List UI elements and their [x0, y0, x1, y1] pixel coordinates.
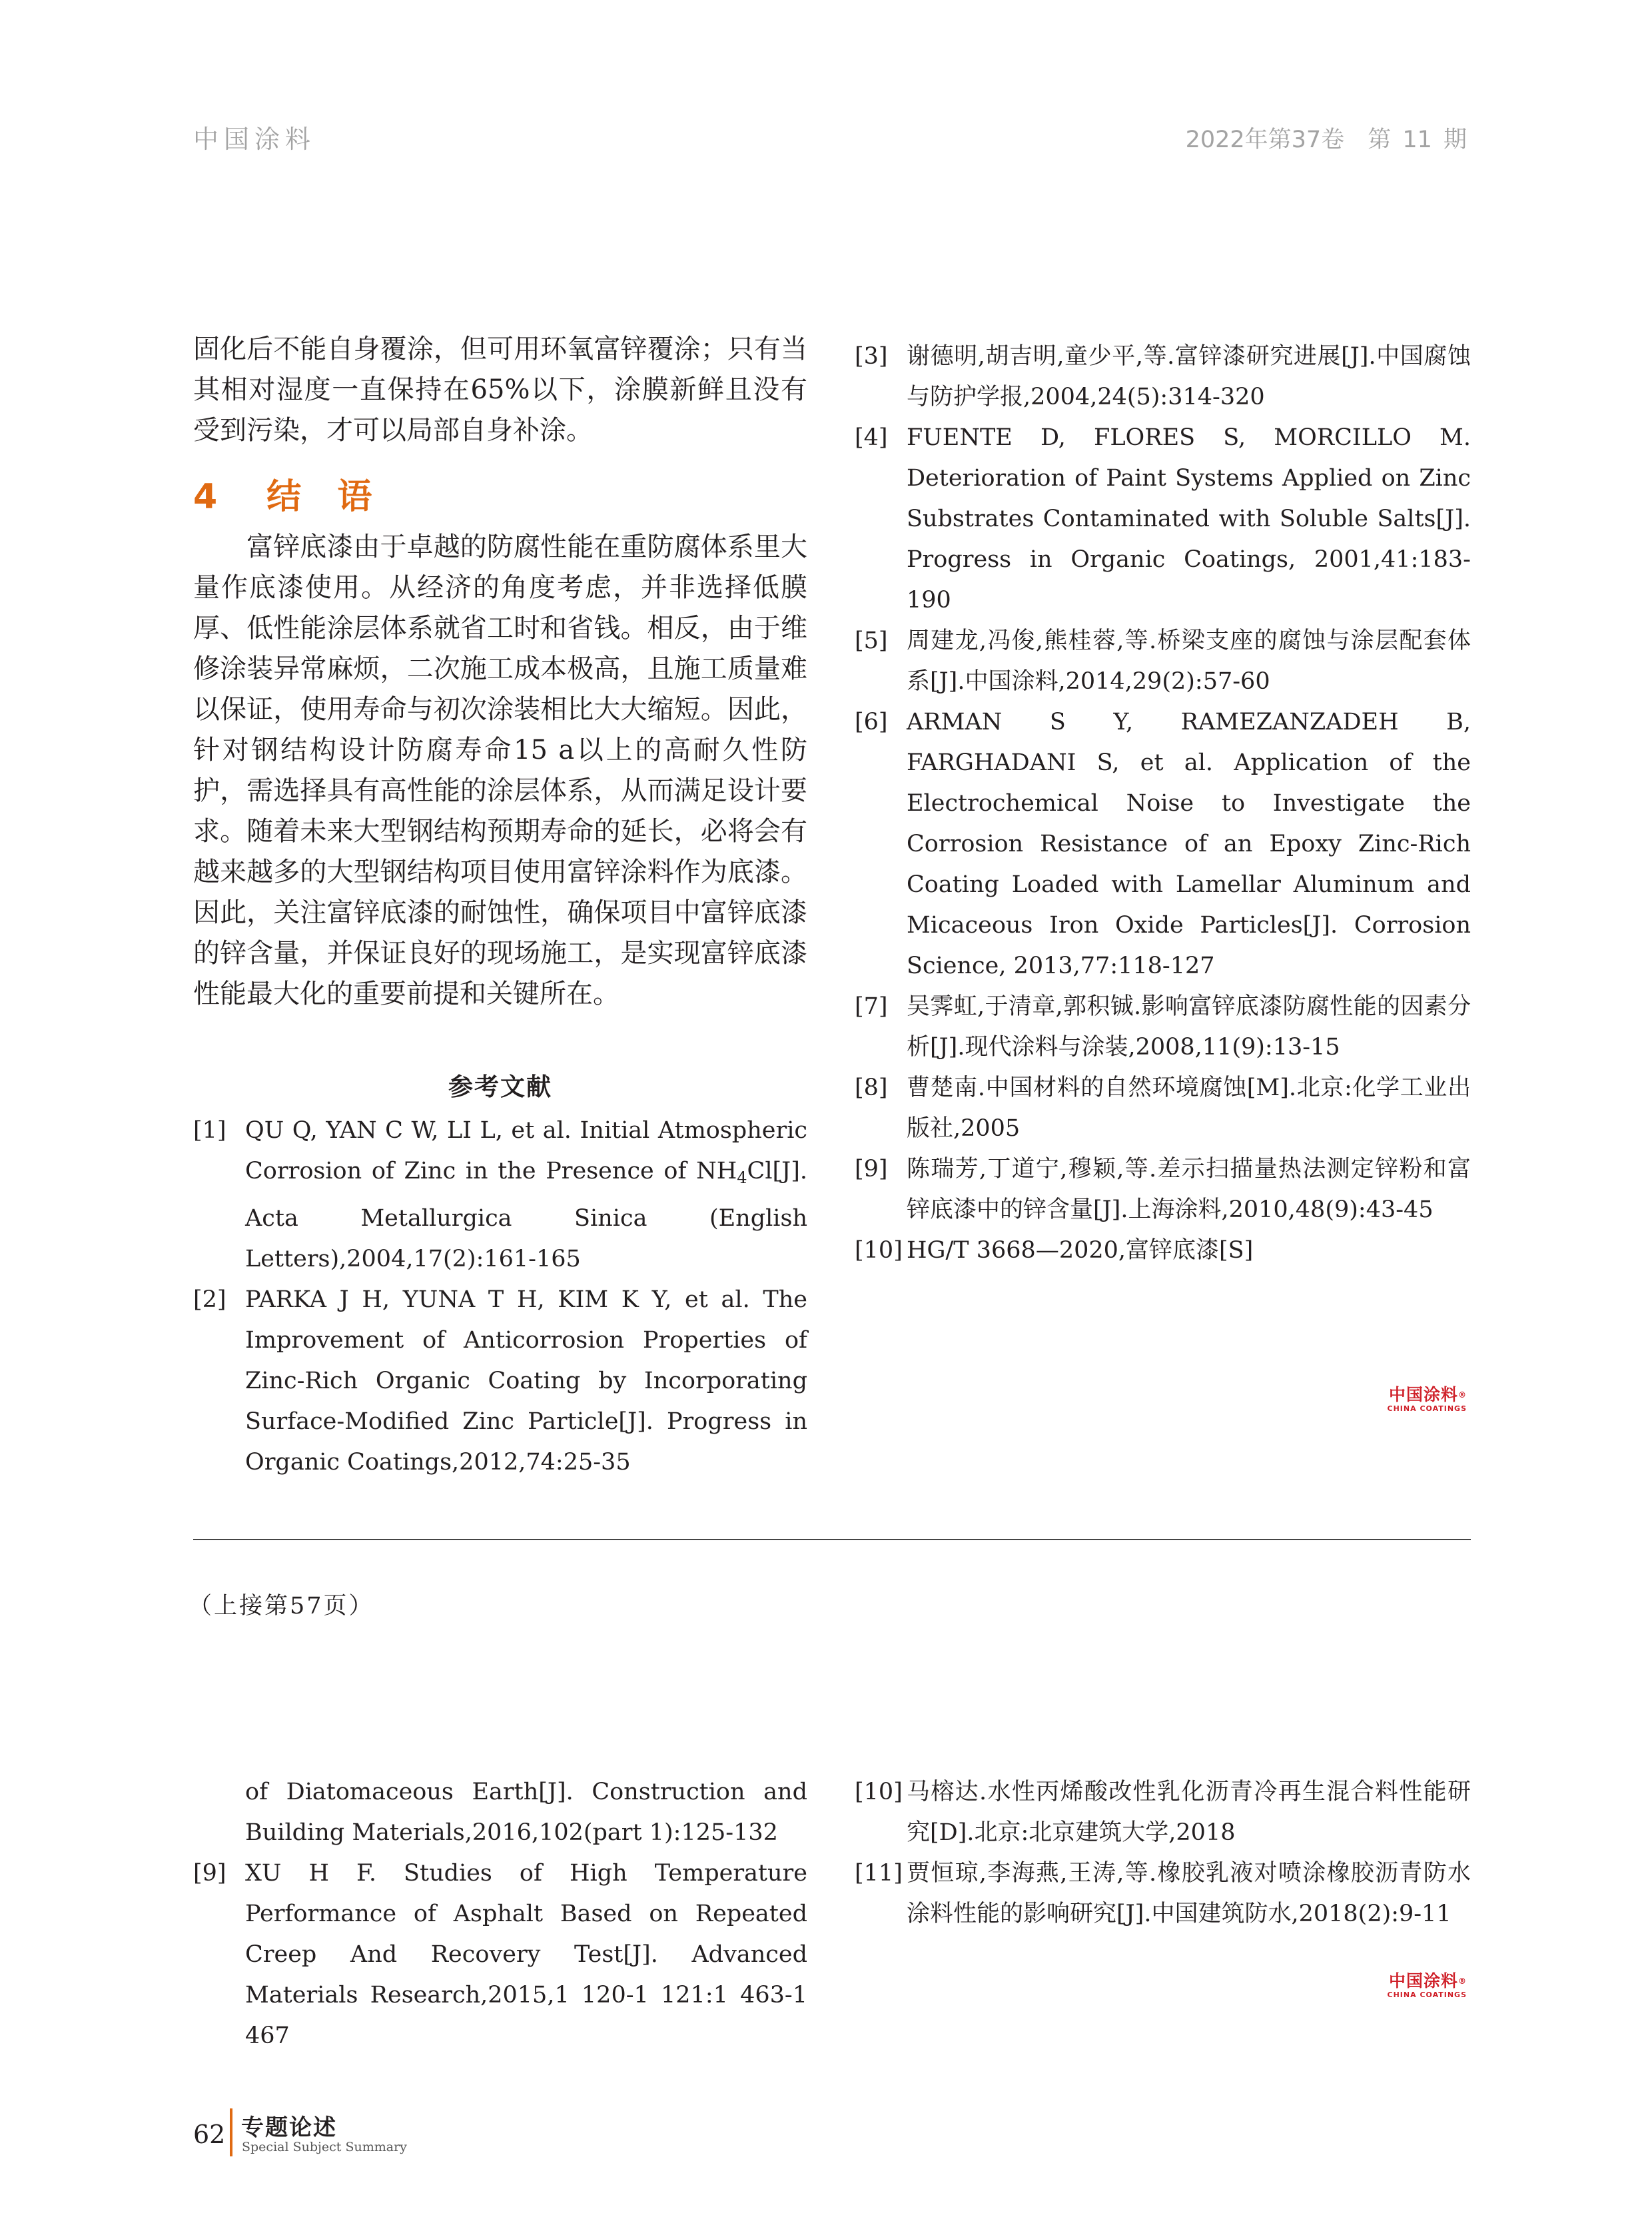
- reference-text: 陈瑞芳,丁道宁,穆颖,等.差示扫描量热法测定锌粉和富锌底漆中的锌含量[J].上海涂料,2010,48(9):43-45: [907, 1156, 1471, 1223]
- left-column: [193, 329, 807, 1483]
- logo-chinese-text: 中国涂料: [1388, 1971, 1458, 1991]
- footer-section-title: 专题论述: [241, 2114, 337, 2141]
- reference-text: 贾恒琼,李海燕,王涛,等.橡胶乳液对喷涂橡胶沥青防水涂料性能的影响研究[J].中国建筑防水,2018(2):9-11: [907, 1860, 1471, 1927]
- reference-item: [193, 1853, 807, 2056]
- lower-right-column: [855, 1772, 1471, 1935]
- reference-text: of Diatomaceous Earth[J]. Construction and Building Materials,2016,102(part 1):125-132: [245, 1779, 807, 1846]
- reference-item: [855, 1853, 1471, 1935]
- reference-text: 谢德明,胡吉明,童少平,等.富锌漆研究进展[J].中国腐蚀与防护学报,2004,24(5):314-320: [907, 343, 1471, 410]
- reference-number: [3]: [855, 343, 888, 370]
- reference-number: [9]: [193, 1860, 226, 1887]
- reference-text: XU H F. Studies of High Temperature Performance of Asphalt Based on Repeated Creep And Recovery Test[J]. Advanced Materials Research,2015,1 120-1 121:1 463-1 467: [245, 1860, 807, 2049]
- reference-text: 曹楚南.中国材料的自然环境腐蚀[M].北京:化学工业出版社,2005: [907, 1075, 1471, 1142]
- reference-number: [4]: [855, 424, 888, 451]
- lower-left-column: [193, 1772, 807, 2056]
- issue-info: 2022年第37卷 第 11 期: [1185, 127, 1467, 153]
- reference-number: [5]: [855, 628, 888, 654]
- reference-text: 马榕达.水性丙烯酸改性乳化沥青冷再生混合料性能研究[D].北京:北京建筑大学,2018: [907, 1779, 1471, 1846]
- intro-paragraph: 固化后不能自身覆涂，但可用环氧富锌覆涂；只有当其相对湿度一直保持在65%以下，涂膜新鲜且没有受到污染，才可以局部自身补涂。: [193, 334, 807, 446]
- logo-chinese-text: 中国涂料: [1388, 1385, 1458, 1404]
- reference-text: PARKA J H, YUNA T H, KIM K Y, et al. The Improvement of Anticorrosion Properties of Zinc-Rich Organic Coating by Incorporating Surface-Modified Zinc Particle[J]. Progress in Organic Coatings,2012,74:25-35: [245, 1286, 807, 1476]
- reference-item: [855, 336, 1471, 418]
- reference-item: [855, 621, 1471, 702]
- reference-text: ARMAN S Y, RAMEZANZADEH B, FARGHADANI S, et al. Application of the Electrochemical Noise to Investigate the Corrosion Resistance of an Epoxy Zinc-Rich Coating Loaded with Lamellar Aluminum and Micaceous Iron Oxide Particles[J]. Corrosion Science, 2013,77:118-127: [907, 709, 1471, 979]
- reference-number: [6]: [855, 709, 888, 735]
- reference-text: HG/T 3668—2020,富锌底漆[S]: [907, 1237, 1254, 1264]
- reference-item: [855, 1772, 1471, 1853]
- section-title: 结 语: [266, 477, 384, 517]
- reference-item: [855, 1149, 1471, 1230]
- conclusion-paragraph: 富锌底漆由于卓越的防腐性能在重防腐体系里大量作底漆使用。从经济的角度考虑，并非选择低膜厚、低性能涂层体系就省工时和省钱。相反，由于维修涂装异常麻烦，二次施工成本极高，且施工质量难以保证，使用寿命与初次涂装相比大大缩短。因此，针对钢结构设计防腐寿命15 a以上的高耐久性防护，需选择具有高性能的涂层体系，从而满足设计要求。随着未来大型钢结构预期寿命的延长，必将会有越来越多的大型钢结构项目使用富锌涂料作为底漆。因此，关注富锌底漆的耐蚀性，确保项目中富锌底漆的锌含量，并保证良好的现场施工，是实现富锌底漆性能最大化的重要前提和关键所在。: [193, 532, 807, 1009]
- reference-number: [11]: [855, 1860, 903, 1887]
- china-coatings-logo: [1388, 1386, 1467, 1413]
- reference-number: [1]: [193, 1117, 226, 1144]
- reference-continuation: [193, 1772, 807, 1853]
- reference-item: [855, 418, 1471, 621]
- footer-section-subtitle: Special Subject Summary: [242, 2140, 407, 2154]
- journal-name: 中国涂料: [193, 125, 316, 154]
- reference-item: [855, 987, 1471, 1068]
- logo-english-text: CHINA COATINGS: [1387, 1404, 1467, 1413]
- page-number: 62: [193, 2120, 226, 2149]
- reference-item: [855, 1230, 1471, 1271]
- reference-text: FUENTE D, FLORES S, MORCILLO M. Deterioration of Paint Systems Applied on Zinc Substrates Contaminated with Soluble Salts[J]. Progress in Organic Coatings, 2001,41:183-190: [907, 424, 1471, 614]
- reference-number: [7]: [855, 993, 888, 1020]
- reference-text: QU Q, YAN C W, LI L, et al. Initial Atmospheric Corrosion of Zinc in the Presence of $NH_4Cl[J]$. Acta Metallurgica Sinica (English Letters),2004,17(2):161-165: [245, 1117, 807, 1272]
- references-heading: 参考文献: [448, 1073, 552, 1101]
- right-column: [855, 336, 1471, 1271]
- logo-english-text: CHINA COATINGS: [1387, 1991, 1467, 1999]
- reference-number: [10]: [855, 1237, 903, 1264]
- reference-number: [10]: [855, 1779, 903, 1805]
- footer-accent-bar: [230, 2108, 232, 2156]
- reference-number: [2]: [193, 1286, 226, 1313]
- reference-item: [193, 1280, 807, 1483]
- section-heading: [193, 474, 807, 520]
- registered-mark: ®: [1458, 1977, 1467, 1986]
- subscript-4: 4: [737, 1168, 747, 1187]
- reference-item: [855, 702, 1471, 987]
- reference-number: [9]: [855, 1156, 888, 1182]
- section-divider: [193, 1539, 1471, 1540]
- reference-item: [855, 1068, 1471, 1149]
- continuation-note: （上接第57页）: [189, 1593, 374, 1619]
- china-coatings-logo: [1388, 1972, 1467, 1999]
- reference-number: [8]: [855, 1075, 888, 1101]
- registered-mark: ®: [1458, 1390, 1467, 1400]
- reference-text: 周建龙,冯俊,熊桂蓉,等.桥梁支座的腐蚀与涂层配套体系[J].中国涂料,2014,29(2):57-60: [907, 628, 1471, 695]
- section-number: 4: [193, 477, 230, 517]
- reference-text: 吴霁虹,于清章,郭积铖.影响富锌底漆防腐性能的因素分析[J].现代涂料与涂装,2008,11(9):13-15: [907, 993, 1471, 1061]
- reference-item: [193, 1111, 807, 1280]
